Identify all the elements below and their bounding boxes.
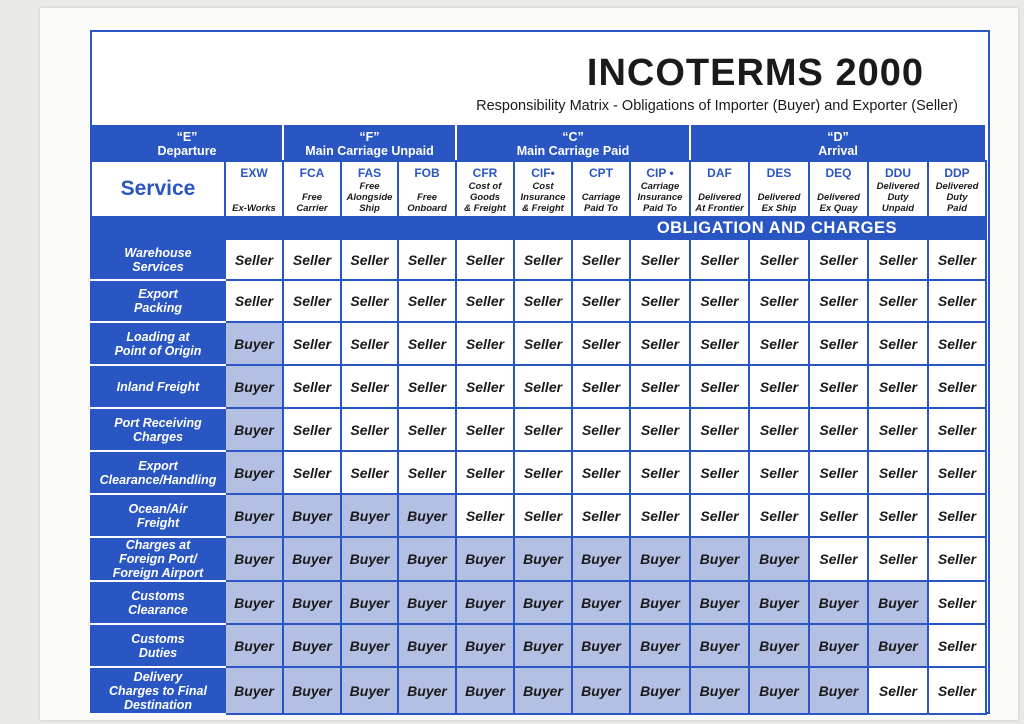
responsibility-cell: Seller [928, 239, 986, 280]
responsibility-cell: Seller [749, 408, 809, 451]
responsibility-cell: Seller [630, 239, 690, 280]
responsibility-cell: Seller [809, 494, 868, 537]
responsibility-cell: Seller [868, 537, 928, 581]
term-header-fob [398, 161, 456, 217]
responsibility-cell: Buyer [690, 667, 749, 714]
responsibility-cell: Seller [868, 667, 928, 714]
responsibility-cell: Buyer [572, 667, 630, 714]
responsibility-cell: Buyer [225, 624, 283, 667]
group-letter: “E” [176, 129, 198, 144]
responsibility-cell: Buyer [283, 624, 341, 667]
term-header-exw [225, 161, 283, 217]
term-description-line: Delivered [817, 192, 860, 203]
service-label [91, 494, 225, 537]
responsibility-cell: Seller [809, 451, 868, 494]
responsibility-cell: Buyer [809, 624, 868, 667]
term-code: CPT [589, 166, 613, 180]
responsibility-cell: Seller [341, 408, 398, 451]
responsibility-cell: Seller [398, 239, 456, 280]
responsibility-cell: Seller [749, 239, 809, 280]
table-row [91, 322, 986, 365]
responsibility-cell: Seller [749, 494, 809, 537]
term-description [457, 181, 513, 214]
responsibility-cell: Seller [283, 365, 341, 408]
term-code: FOB [414, 166, 440, 180]
responsibility-cell: Seller [630, 322, 690, 365]
responsibility-cell: Seller [690, 494, 749, 537]
term-description-line: Free [301, 192, 323, 203]
responsibility-cell: Buyer [514, 624, 572, 667]
service-label [91, 451, 225, 494]
responsibility-cell: Buyer [809, 667, 868, 714]
group-letter: “D” [827, 129, 849, 144]
responsibility-cell: Seller [690, 408, 749, 451]
responsibility-cell: Seller [456, 239, 514, 280]
responsibility-cell: Buyer [225, 408, 283, 451]
responsibility-cell: Buyer [225, 667, 283, 714]
responsibility-cell: Seller [690, 322, 749, 365]
term-description-line: Ex Ship [761, 203, 797, 214]
responsibility-cell: Buyer [572, 624, 630, 667]
responsibility-cell: Seller [809, 322, 868, 365]
term-description [810, 192, 867, 214]
term-description-line: Delivered [698, 192, 741, 203]
responsibility-cell: Buyer [341, 537, 398, 581]
responsibility-cell: Seller [572, 280, 630, 322]
term-description-line: Delivered [757, 192, 801, 203]
responsibility-cell: Seller [690, 365, 749, 408]
responsibility-cell: Buyer [283, 537, 341, 581]
term-description [226, 203, 282, 214]
service-label-line: Export [138, 458, 178, 473]
responsibility-cell: Seller [341, 451, 398, 494]
service-label-line: Ocean/Air [128, 501, 188, 516]
term-header-ddu [868, 161, 928, 217]
responsibility-cell: Seller [809, 280, 868, 322]
responsibility-cell: Buyer [749, 624, 809, 667]
responsibility-cell: Buyer [456, 624, 514, 667]
group-letter: “F” [359, 129, 380, 144]
responsibility-cell: Seller [225, 239, 283, 280]
responsibility-cell: Seller [398, 365, 456, 408]
service-label-line: Loading at [126, 329, 190, 344]
responsibility-cell: Seller [572, 494, 630, 537]
responsibility-cell: Buyer [456, 581, 514, 624]
responsibility-cell: Seller [572, 322, 630, 365]
responsibility-cell: Buyer [630, 667, 690, 714]
term-description-line: Carrier [296, 203, 328, 214]
term-description-line: Ship [359, 203, 380, 214]
incoterms-matrix [90, 125, 987, 715]
responsibility-cell: Buyer [572, 537, 630, 581]
term-code: DDU [885, 166, 911, 180]
term-description-line: Goods [469, 192, 501, 203]
responsibility-cell: Seller [809, 239, 868, 280]
service-label-line: Warehouse [124, 245, 192, 260]
term-description-line: Ex Quay [819, 203, 858, 214]
table-row [91, 667, 986, 714]
responsibility-cell: Buyer [398, 494, 456, 537]
responsibility-cell: Seller [514, 408, 572, 451]
term-code: FCA [299, 166, 325, 180]
responsibility-cell: Seller [514, 365, 572, 408]
table-row [91, 365, 986, 408]
responsibility-cell: Seller [630, 280, 690, 322]
term-header-cif [514, 161, 572, 217]
responsibility-cell: Seller [341, 239, 398, 280]
term-header-ddp [928, 161, 986, 217]
term-header-fca [283, 161, 341, 217]
term-description-line: Paid [946, 203, 968, 214]
term-description-line: Duty [887, 192, 909, 203]
table-row [91, 581, 986, 624]
responsibility-cell: Seller [572, 408, 630, 451]
responsibility-cell: Buyer [514, 667, 572, 714]
term-code: CFR [472, 166, 498, 180]
responsibility-cell: Seller [456, 494, 514, 537]
responsibility-cell: Seller [928, 408, 986, 451]
page-title: INCOTERMS 2000 [586, 52, 924, 94]
term-header-cip [630, 161, 690, 217]
service-label [91, 239, 225, 280]
responsibility-cell: Seller [690, 280, 749, 322]
responsibility-cell: Buyer [225, 581, 283, 624]
service-label-line: Export [138, 287, 178, 301]
responsibility-cell: Buyer [225, 494, 283, 537]
service-label-line: Port Receiving [114, 415, 202, 430]
service-label-line: Charges at [125, 538, 191, 552]
term-description [573, 192, 629, 214]
responsibility-cell: Buyer [283, 667, 341, 714]
responsibility-cell: Seller [630, 494, 690, 537]
responsibility-cell: Buyer [749, 581, 809, 624]
responsibility-cell: Seller [690, 239, 749, 280]
responsibility-cell: Seller [398, 322, 456, 365]
responsibility-cell: Seller [928, 494, 986, 537]
banner-row [91, 217, 986, 239]
group-header-row [91, 126, 986, 161]
term-description-line: At Frontier [695, 203, 744, 214]
service-label-line: Customs [131, 631, 185, 646]
responsibility-cell: Seller [341, 280, 398, 322]
group-header-departure [91, 126, 283, 161]
group-name: Main Carriage Unpaid [305, 143, 434, 158]
responsibility-cell: Buyer [341, 581, 398, 624]
responsibility-cell: Seller [514, 494, 572, 537]
responsibility-cell: Buyer [283, 581, 341, 624]
term-code: DAF [707, 166, 732, 180]
responsibility-cell: Seller [630, 408, 690, 451]
term-description [929, 181, 985, 214]
responsibility-cell: Seller [283, 322, 341, 365]
service-label [91, 322, 225, 365]
responsibility-cell: Seller [749, 365, 809, 408]
responsibility-cell: Seller [398, 280, 456, 322]
group-name: Departure [157, 143, 217, 158]
term-description-line: Unpaid [881, 203, 915, 214]
responsibility-cell: Buyer [514, 537, 572, 581]
responsibility-cell: Buyer [341, 494, 398, 537]
responsibility-cell: Seller [809, 537, 868, 581]
responsibility-cell: Buyer [868, 581, 928, 624]
table-row [91, 451, 986, 494]
term-description-line: & Freight [464, 203, 506, 214]
group-header-main-carriage-paid [456, 126, 690, 161]
responsibility-cell: Seller [749, 451, 809, 494]
term-description-line: Insurance [637, 192, 683, 203]
term-description [869, 181, 927, 214]
service-label-line: Charges to Final [109, 683, 207, 698]
responsibility-cell: Seller [283, 280, 341, 322]
responsibility-cell: Seller [868, 494, 928, 537]
term-description-line: Ex-Works [232, 203, 276, 214]
responsibility-cell: Buyer [572, 581, 630, 624]
responsibility-cell: Buyer [225, 537, 283, 581]
responsibility-cell: Seller [283, 451, 341, 494]
responsibility-cell: Buyer [514, 581, 572, 624]
responsibility-cell: Buyer [809, 581, 868, 624]
banner-spacer [91, 217, 225, 239]
term-description [631, 181, 689, 214]
term-description-line: Carriage [581, 192, 621, 203]
responsibility-cell: Buyer [398, 624, 456, 667]
service-label-line: Clearance/Handling [99, 472, 217, 487]
term-description-line: Alongside [346, 192, 393, 203]
term-code: DDP [944, 166, 970, 180]
term-header-deq [809, 161, 868, 217]
responsibility-cell: Seller [749, 280, 809, 322]
responsibility-cell: Buyer [398, 581, 456, 624]
responsibility-cell: Seller [928, 280, 986, 322]
group-header-arrival [690, 126, 986, 161]
term-header-fas [341, 161, 398, 217]
responsibility-cell: Seller [456, 280, 514, 322]
table-row [91, 537, 986, 581]
responsibility-cell: Buyer [690, 537, 749, 581]
term-description-line: & Freight [522, 203, 564, 214]
service-label-line: Duties [138, 645, 178, 660]
service-label [91, 581, 225, 624]
responsibility-cell: Buyer [690, 624, 749, 667]
responsibility-cell: Buyer [690, 581, 749, 624]
term-code: DES [766, 166, 792, 180]
service-label [91, 280, 225, 322]
responsibility-cell: Seller [868, 365, 928, 408]
responsibility-cell: Seller [928, 365, 986, 408]
responsibility-cell: Seller [514, 239, 572, 280]
term-description-line: Delivered [876, 181, 920, 192]
responsibility-cell: Seller [868, 280, 928, 322]
term-description [515, 181, 571, 214]
responsibility-cell: Seller [690, 451, 749, 494]
term-description-line: Cost [532, 181, 554, 192]
responsibility-cell: Buyer [341, 624, 398, 667]
responsibility-cell: Seller [928, 322, 986, 365]
term-header-des [749, 161, 809, 217]
service-label-line: Destination [123, 697, 193, 712]
table-row [91, 239, 986, 280]
responsibility-cell: Seller [928, 537, 986, 581]
responsibility-cell: Buyer [398, 537, 456, 581]
responsibility-cell: Seller [749, 322, 809, 365]
term-code: CIF• [531, 166, 555, 180]
responsibility-cell: Buyer [456, 667, 514, 714]
responsibility-cell: Seller [809, 408, 868, 451]
term-description-line: Carriage [640, 181, 680, 192]
responsibility-cell: Seller [514, 451, 572, 494]
term-header-daf [690, 161, 749, 217]
service-label-line: Point of Origin [114, 343, 202, 358]
service-label-line: Inland Freight [116, 379, 200, 394]
responsibility-cell: Buyer [283, 494, 341, 537]
term-description-line: Paid To [584, 203, 618, 214]
term-description [284, 192, 340, 214]
responsibility-cell: Buyer [225, 451, 283, 494]
service-label-line: Customs [131, 588, 185, 603]
responsibility-cell: Buyer [868, 624, 928, 667]
term-description [399, 192, 455, 214]
term-description-line: Cost of [468, 181, 502, 192]
service-label [91, 624, 225, 667]
responsibility-cell: Seller [341, 365, 398, 408]
responsibility-cell: Seller [572, 365, 630, 408]
responsibility-cell: Seller [456, 322, 514, 365]
responsibility-cell: Seller [809, 365, 868, 408]
group-name: Arrival [818, 143, 858, 158]
responsibility-cell: Seller [868, 408, 928, 451]
responsibility-cell: Seller [928, 667, 986, 714]
responsibility-cell: Buyer [630, 624, 690, 667]
responsibility-cell: Seller [572, 239, 630, 280]
term-header-row [91, 161, 986, 217]
responsibility-cell: Seller [456, 408, 514, 451]
term-description-line: Paid To [643, 203, 677, 214]
responsibility-cell: Buyer [456, 537, 514, 581]
term-description-line: Duty [946, 192, 968, 203]
term-description-line: Delivered [935, 181, 979, 192]
term-description-line: Onboard [407, 203, 447, 214]
service-column-header: Service [91, 161, 225, 217]
service-label [91, 408, 225, 451]
service-label-line: Services [132, 259, 184, 274]
service-label-line: Charges [132, 429, 184, 444]
responsibility-cell: Seller [341, 322, 398, 365]
term-code: EXW [240, 166, 268, 180]
service-label-line: Freight [136, 515, 180, 530]
responsibility-cell: Buyer [630, 537, 690, 581]
table-row [91, 624, 986, 667]
responsibility-cell: Seller [283, 239, 341, 280]
service-label-line: Clearance [128, 602, 188, 617]
service-label-line: Packing [134, 301, 182, 315]
group-name: Main Carriage Paid [516, 143, 630, 158]
responsibility-cell: Seller [398, 408, 456, 451]
term-description [691, 192, 748, 214]
service-label-line: Foreign Port/ [119, 552, 197, 566]
service-label [91, 365, 225, 408]
responsibility-cell: Seller [283, 408, 341, 451]
service-label-line: Delivery [133, 669, 183, 684]
responsibility-cell: Buyer [630, 581, 690, 624]
page-subtitle: Responsibility Matrix - Obligations of Importer (Buyer) and Exporter (Seller) [476, 98, 958, 114]
term-description [342, 181, 397, 214]
responsibility-cell: Buyer [225, 322, 283, 365]
table-row [91, 494, 986, 537]
service-label [91, 537, 225, 581]
term-description-line: Free [416, 192, 438, 203]
term-header-cpt [572, 161, 630, 217]
responsibility-cell: Seller [630, 365, 690, 408]
responsibility-cell: Buyer [749, 537, 809, 581]
responsibility-cell: Seller [456, 365, 514, 408]
responsibility-cell: Seller [572, 451, 630, 494]
responsibility-cell: Seller [928, 451, 986, 494]
table-row [91, 408, 986, 451]
term-code: CIP • [646, 166, 674, 180]
responsibility-cell: Seller [928, 581, 986, 624]
table-row [91, 280, 986, 322]
term-description [750, 192, 808, 214]
responsibility-cell: Seller [225, 280, 283, 322]
service-label [91, 667, 225, 714]
responsibility-cell: Seller [514, 322, 572, 365]
responsibility-cell: Buyer [749, 667, 809, 714]
responsibility-cell: Seller [868, 322, 928, 365]
term-description-line: Free [359, 181, 380, 192]
responsibility-cell: Seller [398, 451, 456, 494]
responsibility-cell: Seller [868, 239, 928, 280]
responsibility-cell: Buyer [398, 667, 456, 714]
term-description-line: Insurance [520, 192, 566, 203]
group-header-main-carriage-unpaid [283, 126, 456, 161]
responsibility-cell: Seller [514, 280, 572, 322]
responsibility-cell: Seller [456, 451, 514, 494]
group-letter: “C” [562, 129, 584, 144]
responsibility-cell: Buyer [225, 365, 283, 408]
term-code: FAS [357, 166, 382, 180]
responsibility-cell: Seller [868, 451, 928, 494]
responsibility-cell: Seller [630, 451, 690, 494]
responsibility-cell: Buyer [341, 667, 398, 714]
term-header-cfr [456, 161, 514, 217]
service-label-line: Foreign Airport [112, 566, 204, 580]
term-code: DEQ [825, 166, 852, 180]
responsibility-cell: Seller [928, 624, 986, 667]
obligation-banner: OBLIGATION AND CHARGES [225, 217, 986, 239]
